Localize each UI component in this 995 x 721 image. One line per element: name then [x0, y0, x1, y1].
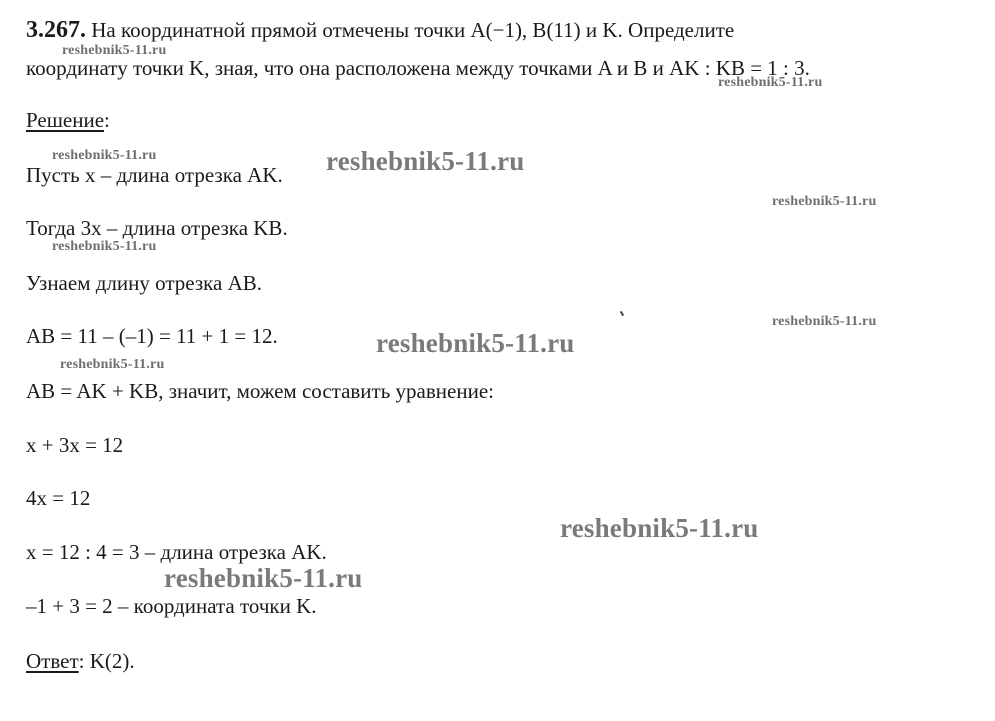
problem-text-1: На координатной прямой отмечены точки A(−1), B(11) и K. Определите [91, 18, 735, 42]
solution-step: x + 3x = 12 [26, 433, 124, 457]
solution-heading-colon: : [104, 108, 110, 132]
solution-step: x = 12 : 4 = 3 – длина отрезка AK. [26, 540, 327, 564]
watermark: reshebnik5-11.ru [326, 146, 525, 176]
problem-number: 3.267. [26, 17, 86, 43]
watermark: reshebnik5-11.ru [60, 357, 165, 372]
solution-heading [26, 110, 110, 131]
problem-line-1 [26, 18, 734, 42]
scan-speck [620, 311, 624, 316]
solution-heading-label: Решение [26, 108, 105, 132]
watermark: reshebnik5-11.ru [376, 328, 575, 358]
answer-colon: : [78, 649, 85, 673]
watermark: reshebnik5-11.ru [52, 239, 157, 254]
solution-step: Пусть x – длина отрезка AK. [26, 163, 283, 187]
solution-step: AB = AK + KB, значит, можем составить уравнение: [26, 379, 494, 403]
answer-value: K(2). [84, 649, 135, 673]
watermark: reshebnik5-11.ru [772, 194, 877, 209]
watermark: reshebnik5-11.ru [52, 148, 157, 163]
watermark: reshebnik5-11.ru [718, 75, 823, 90]
watermark: reshebnik5-11.ru [772, 314, 877, 329]
solution-step: –1 + 3 = 2 – координата точки K. [26, 594, 317, 618]
solution-step: Узнаем длину отрезка AB. [26, 271, 263, 295]
answer-line [26, 651, 135, 672]
watermark: reshebnik5-11.ru [62, 43, 167, 58]
watermark: reshebnik5-11.ru [560, 513, 759, 543]
solution-step: AB = 11 – (–1) = 11 + 1 = 12. [26, 324, 278, 348]
watermark: reshebnik5-11.ru [164, 563, 363, 593]
solution-step: 4x = 12 [26, 486, 91, 510]
solution-step: Тогда 3x – длина отрезка KB. [26, 216, 288, 240]
answer-label: Ответ [26, 649, 79, 673]
problem-line-2: координату точки K, зная, что она расположена между точками A и B и AK : KB = 1 : 3. [26, 56, 810, 80]
